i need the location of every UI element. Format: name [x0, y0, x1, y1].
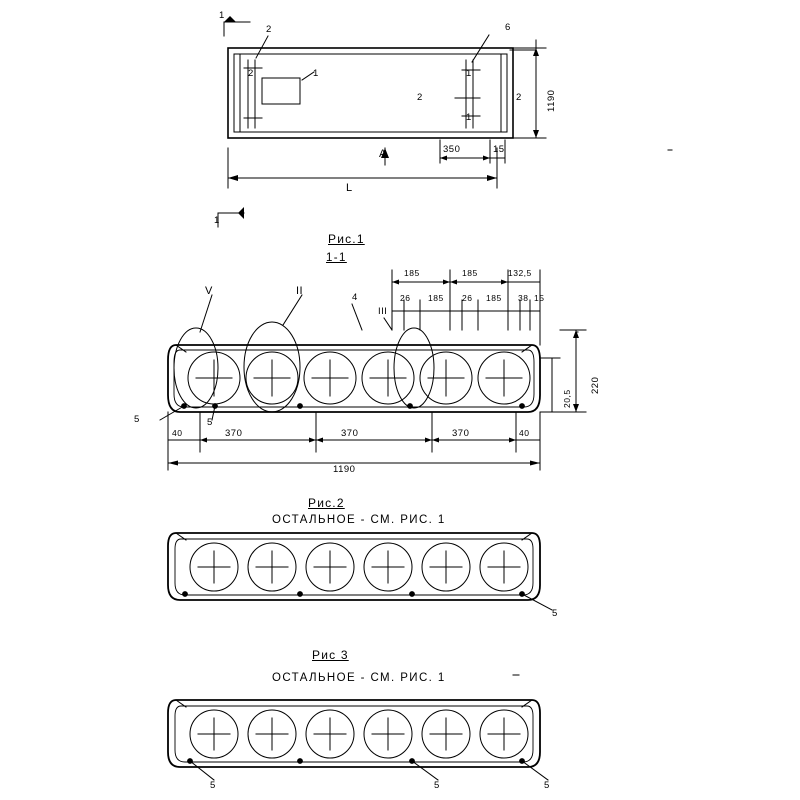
section-dim-185-b: 185 [486, 293, 502, 303]
fig2-title: Рис.2 [308, 496, 345, 510]
plan-mark-6: 6 [505, 22, 511, 33]
section-dim-40-left: 40 [172, 428, 183, 438]
fig3-title: Рис 3 [312, 648, 349, 662]
plan-mark-inner-right: 1 [466, 68, 472, 79]
fig1-title: Рис.1 [328, 232, 365, 246]
section-dim-38: 38 [518, 293, 529, 303]
section-dim-20-5: 20,5 [562, 389, 572, 408]
section-dim-15: 15 [534, 293, 545, 303]
fig3-note: ОСТАЛЬНОЕ - СМ. РИС. 1 [272, 672, 446, 684]
section-1-1-title: 1-1 [326, 252, 347, 264]
plan-mark-2-top: 2 [266, 24, 272, 35]
section-dim-1190: 1190 [333, 464, 356, 475]
plan-mark-inner-right-bottom: 1 [466, 112, 472, 123]
fig2-pos-5-right: 5 [552, 608, 558, 619]
section-mark-ii: II [296, 285, 304, 297]
section-dim-40-right: 40 [519, 428, 530, 438]
section-pos-4: 4 [352, 292, 358, 303]
section-mark-iii: III [378, 306, 388, 317]
section-dim-185-a: 185 [428, 293, 444, 303]
plan-dim-15: 15 [493, 144, 505, 155]
fig3-pos-5-left: 5 [210, 780, 216, 791]
section-mark-v: V [205, 285, 213, 297]
section-pos-5-mid: 5 [207, 417, 213, 428]
section-dim-26-b: 26 [462, 293, 473, 303]
fig3-pos-5-right: 5 [544, 780, 550, 791]
section-dim-top-185-b: 185 [462, 268, 478, 278]
section-dim-370-a: 370 [225, 428, 243, 439]
section-dim-top-132-5: 132,5 [508, 268, 532, 278]
section-pos-5-left: 5 [134, 414, 140, 425]
plan-dim-350: 350 [443, 144, 461, 155]
section-dim-370-b: 370 [341, 428, 359, 439]
section-dim-220: 220 [590, 376, 601, 394]
plan-mark-1-inner: 1 [313, 68, 319, 79]
plan-mark-2-right: 2 [417, 92, 423, 103]
plan-arrow-a-label: А [379, 148, 387, 160]
section-dim-top-185-a: 185 [404, 268, 420, 278]
plan-section-mark-left-bottom: 1 [214, 215, 220, 226]
fig2-note: ОСТАЛЬНОЕ - СМ. РИС. 1 [272, 514, 446, 526]
plan-mark-2-inner: 2 [248, 68, 254, 79]
fig3-pos-5-mid: 5 [434, 780, 440, 791]
plan-dim-length: L [346, 182, 353, 194]
plan-mark-2-right-sub: 2 [516, 92, 522, 103]
section-dim-370-c: 370 [452, 428, 470, 439]
section-dim-26-a: 26 [400, 293, 411, 303]
plan-section-mark-left-top: 1 [219, 10, 225, 21]
plan-dim-height: 1190 [546, 89, 557, 112]
